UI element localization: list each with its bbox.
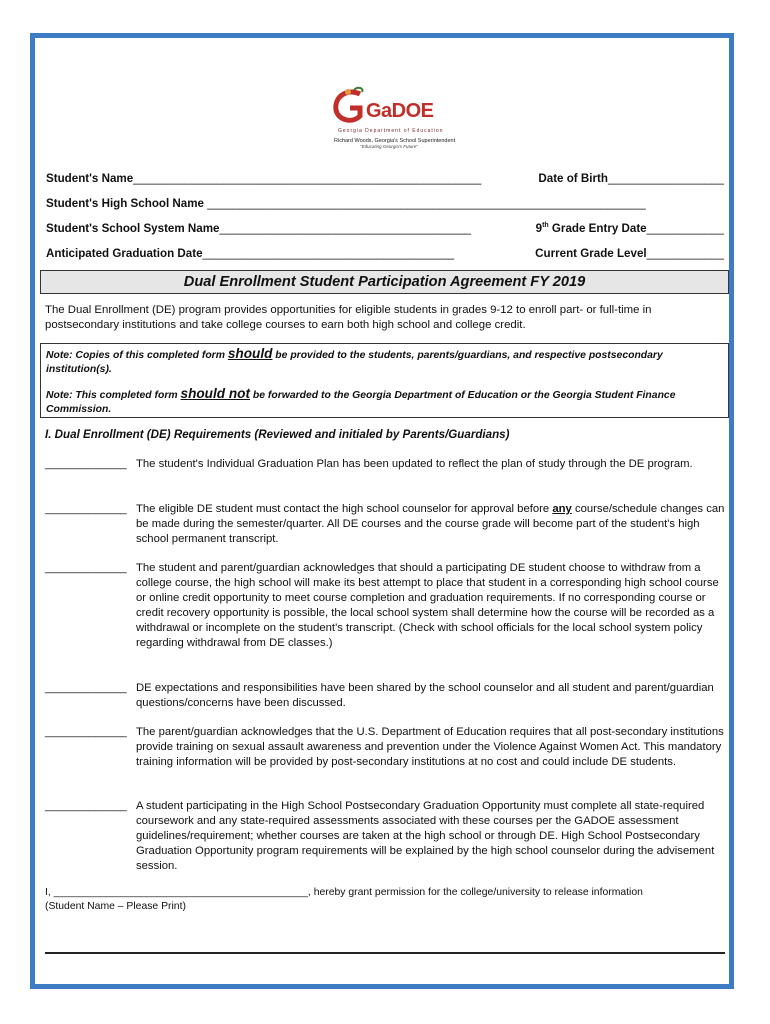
initials-field[interactable]: _____________ xyxy=(45,800,127,812)
grade9-field[interactable]: ____________ xyxy=(646,222,724,235)
grade9-label: 9th Grade Entry Date xyxy=(535,222,647,235)
student-name-label: Student's Name xyxy=(46,172,134,185)
requirement-text: The parent/guardian acknowledges that the U.S. Department of Education requires that all post-secondary institutions provide training on sexual assault awareness and prevention under the Violence Against Women Act. This mandatory training information will be provided by post-secondary institutions at no cost and could include DE students. xyxy=(136,726,724,768)
field-row-graduation xyxy=(46,247,724,263)
initials-field[interactable]: _____________ xyxy=(45,726,127,738)
initials-field[interactable]: _____________ xyxy=(45,503,127,515)
logo-department: Georgia Department of Education xyxy=(338,128,444,134)
student-name-field[interactable]: ______________________________________________________ xyxy=(133,172,482,185)
current-grade-label: Current Grade Level xyxy=(535,247,647,260)
initials-field[interactable]: _____________ xyxy=(45,458,127,470)
document-title: Dual Enrollment Student Participation Agreement FY 2019 xyxy=(183,274,586,290)
requirement-item xyxy=(45,502,725,547)
gadoe-logo xyxy=(330,82,456,150)
note-copies: Note: Copies of this completed form should be provided to the students, parents/guardians, and respective postsecondary institution(s). xyxy=(46,346,663,375)
graduation-label: Anticipated Graduation Date xyxy=(46,247,203,260)
field-row-school-system xyxy=(46,222,724,238)
school-system-field[interactable]: _______________________________________ xyxy=(219,222,471,235)
initials-field[interactable]: _____________ xyxy=(45,562,127,574)
requirement-item xyxy=(45,457,725,472)
requirement-item xyxy=(45,681,725,711)
grant-line[interactable]: I, ____________________________________________, hereby grant permission for the college/university to release information xyxy=(45,887,643,898)
requirement-text: The eligible DE student must contact the high school counselor for approval before any course/schedule changes can be made during the semester/quarter. All DE courses and the course grade will become part of the student's high school permanent transcript. xyxy=(136,503,725,545)
logo-wordmark: GaDOE xyxy=(366,100,434,122)
dob-label: Date of Birth xyxy=(538,172,608,185)
notes-box xyxy=(40,343,729,418)
requirement-text: A student participating in the High School Postsecondary Graduation Opportunity must complete all state-required coursework and any state-required assessments associated with these courses per the GADOE assessment guidelines/requirement; whether courses are taken at the high school or through DE. High School Postsecondary Graduation Opportunity program requirements will be explained by the high school counselor during the advisement session. xyxy=(136,800,715,872)
field-row-name xyxy=(46,172,724,188)
high-school-field[interactable]: ____________________________________________________________________ xyxy=(207,197,646,210)
requirement-text: The student's Individual Graduation Plan has been updated to reflect the plan of study through the DE program. xyxy=(136,458,693,470)
graduation-field[interactable]: _______________________________________ xyxy=(202,247,455,260)
peach-logo-icon xyxy=(330,86,370,126)
requirement-text: The student and parent/guardian acknowledges that should a participating DE student choose to withdraw from a college course, the high school will make its best attempt to place that student in a corresponding high school course or online credit opportunity to meet course completion and graduation requirements. If no corresponding course or credit recovery opportunity is possible, the local school system shall determine how the course will be recorded as a withdrawal or incomplete on the student's transcript. (Check with school officials for the local school system policy regarding withdrawal from DE classes.) xyxy=(136,562,719,649)
high-school-label: Student's High School Name xyxy=(46,197,204,210)
grant-caption: (Student Name – Please Print) xyxy=(45,901,186,912)
requirement-item xyxy=(45,799,725,874)
field-row-high-school xyxy=(46,197,724,213)
logo-tagline: "Educating Georgia's Future" xyxy=(360,144,418,149)
logo-superintendent: Richard Woods, Georgia's School Superintendent xyxy=(334,138,456,144)
bottom-divider xyxy=(45,952,725,954)
dob-field[interactable]: __________________ xyxy=(607,172,724,185)
requirement-item xyxy=(45,725,725,770)
title-banner xyxy=(40,270,729,294)
initials-field[interactable]: _____________ xyxy=(45,682,127,694)
note-not-forwarded: Note: This completed form should not be forwarded to the Georgia Department of Education or the Georgia Student Finance Commission. xyxy=(46,386,676,415)
section-heading: I. Dual Enrollment (DE) Requirements (Reviewed and initialed by Parents/Guardians) xyxy=(45,428,510,441)
school-system-label: Student's School System Name xyxy=(46,222,220,235)
requirement-text: DE expectations and responsibilities have been shared by the school counselor and all student and parent/guardian questions/concerns have been discussed. xyxy=(136,682,714,709)
grant-permission xyxy=(45,886,725,914)
requirement-item xyxy=(45,561,725,651)
current-grade-field[interactable]: ____________ xyxy=(646,247,724,260)
intro-paragraph: The Dual Enrollment (DE) program provides opportunities for eligible students in grades 9-12 to enroll part- or full-time in postsecondary institutions and take college courses to earn both high school and college credit. xyxy=(45,304,652,331)
